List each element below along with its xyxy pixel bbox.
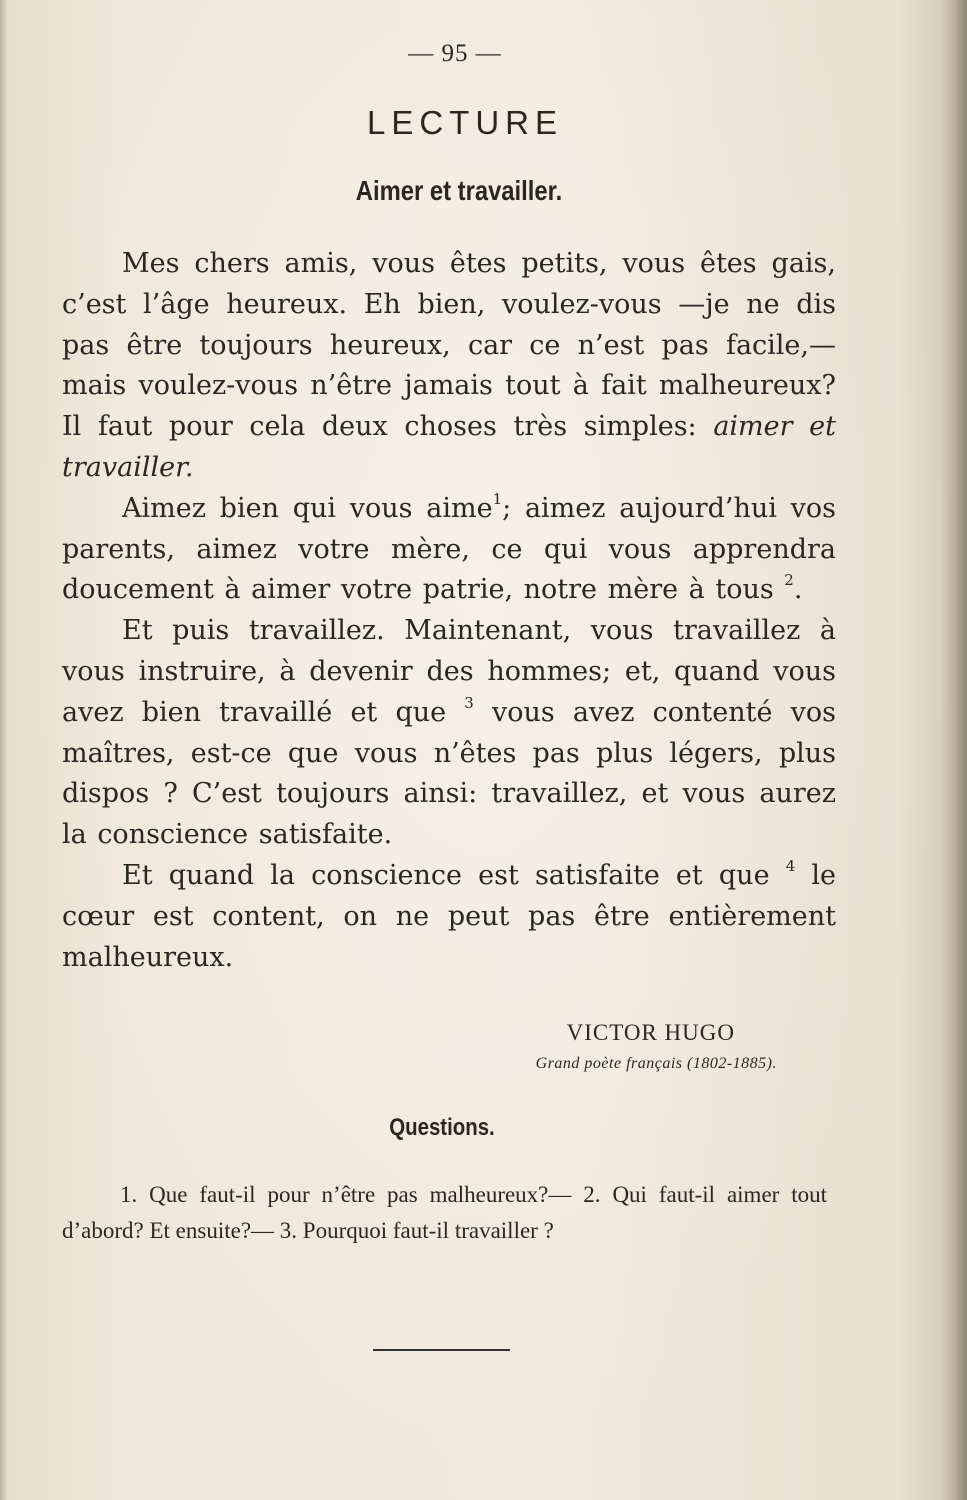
paragraph-2-text-c: . (793, 574, 803, 606)
paragraph-1-italic: aimer et travailler. (62, 411, 837, 483)
paragraph-1 (62, 244, 836, 489)
page-number: — 95 — (408, 40, 502, 67)
text-title: Aimer et travailler. (355, 175, 563, 206)
paragraph-4 (62, 856, 836, 978)
paragraph-1-text: Mes chers amis, vous êtes petits, vous êtes gais, c’est l’âge heureux. Eh bien, voulez-vous —je ne dis pas être toujours heureux, car ce n’est pas facile,—mais voulez-vous n’être jamais tout à fait malheureux? Il faut pour cela deux choses très simples: (62, 248, 836, 443)
reading-text (62, 244, 836, 978)
footnote-ref-1: 1 (492, 489, 503, 508)
page-left-shadow (0, 0, 8, 1500)
author-note: Grand poète français (1802-1885). (535, 1055, 777, 1072)
paragraph-3 (62, 611, 836, 856)
paragraph-3-text-a: Et puis travaillez. Maintenant, vous travaillez à vous instruire, à devenir des hommes; et, quand vous avez bien travaillé et que (62, 615, 836, 728)
paragraph-4-text-a: Et quand la conscience est satisfaite et que (122, 859, 786, 891)
paragraph-2-text-a: Aimez bien qui vous aime (122, 492, 493, 524)
footnote-ref-4: 4 (785, 856, 796, 875)
paragraph-2 (62, 489, 836, 611)
paragraph-2-text-b: ; aimez aujourd’hui vos parents, aimez votre mère, ce qui vous apprendra doucement à aimer votre patrie, notre mère à tous (62, 492, 837, 606)
paragraph-3-text-b: vous avez contenté vos maîtres, est-ce que vous n’êtes pas plus légers, plus dispos ? C’est toujours ainsi: travaillez, et vous aurez la conscience satisfaite. (62, 696, 836, 851)
author-name: VICTOR HUGO (566, 1020, 735, 1045)
questions-heading: Questions. (389, 1114, 495, 1141)
footnote-ref-2: 2 (784, 571, 794, 590)
closing-rule (373, 1349, 510, 1351)
page-gutter-shadow (941, 0, 967, 1500)
questions-text: 1. Que faut-il pour n’être pas malheureux?— 2. Qui faut-il aimer tout d’abord? Et ensuite?— 3. Pourquoi faut-il travailler ? (62, 1182, 827, 1243)
section-title: LECTURE (366, 104, 564, 141)
footnote-ref-3: 3 (464, 693, 474, 712)
paragraph-4-text-b: le cœur est content, on ne peut pas être entièrement malheureux. (62, 859, 836, 973)
